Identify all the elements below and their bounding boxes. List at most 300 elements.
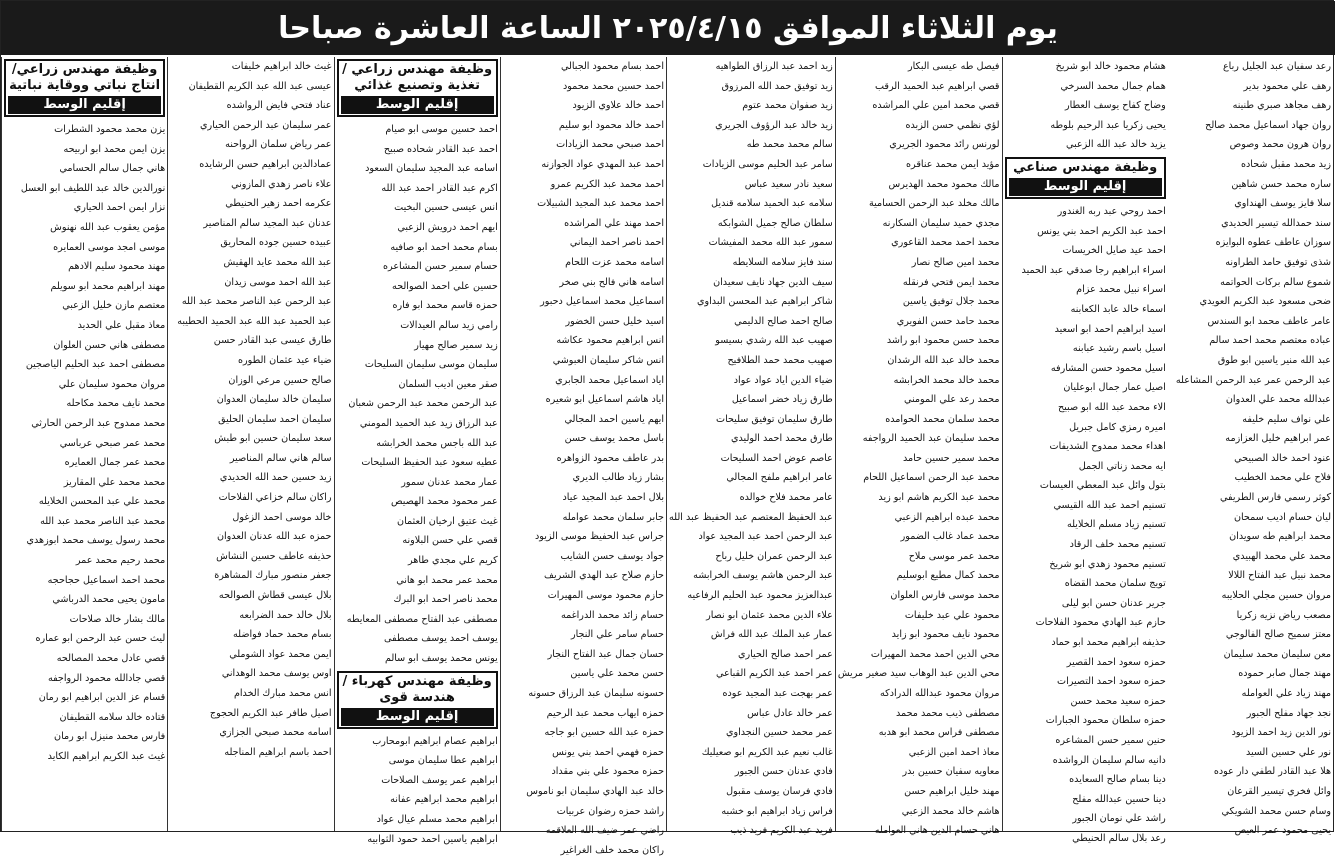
candidate-name: حازم عبد الهادي محمود الفلاحات (1035, 617, 1166, 629)
candidate-name: زيد خالد عبد الرؤوف الجريري (715, 119, 833, 131)
candidate-name: بلال عيسى قطاش الصوالحه (218, 590, 332, 602)
candidate-name: نزار ايمن احمد الحياري (73, 202, 166, 214)
candidate-name: راشد حمزه رضوان عربيات (556, 805, 664, 817)
candidate-name: دينا حسين عبدالله مفلح (1072, 793, 1166, 805)
candidate-name: حازم محمود موسى المهيرات (547, 590, 664, 602)
candidate-name: معاذ مقبل علي الحديد (77, 319, 166, 331)
candidate-name: اسماعيل محمد اسماعيل دحبور (540, 296, 664, 308)
candidate-name: محمد عمر جمال العمايره (64, 457, 166, 469)
candidate-name: محمد عبد الرحمن اسماعيل اللحام (863, 472, 1000, 484)
candidate-name: تسنيم زياد مسلم الخلايله (1066, 519, 1166, 531)
candidate-name: علاء الدين محمد عثمان ابو نصار (706, 609, 833, 621)
candidate-name: مهند محمود سليم الادهم (68, 261, 166, 273)
banner-title: يوم الثلاثاء الموافق ٢٠٢٥/٤/١٥ الساعة العاشرة صباحا (278, 10, 1058, 46)
candidate-name: عمر ابراهيم خليل العزازمه (1225, 433, 1332, 445)
candidate-name: لؤي نظمي حسن الزبده (905, 119, 1000, 131)
candidate-name: سند فايز سلامه السلايطه (732, 256, 833, 268)
candidate-name: محمود نايف محمود ابو زايد (891, 629, 1000, 641)
candidate-name: عبد الله احمد موسى زيدان (224, 276, 332, 288)
candidate-name: طارق سليمان توفيق سليحات (716, 413, 833, 425)
candidate-name: كوثر رسمي فارس الطريفي (1220, 492, 1332, 504)
candidate-name: محمد ممدوح عبد الرحمن الحارثي (31, 417, 166, 429)
candidate-name: شذى توفيق حامد الطراونه (1225, 256, 1332, 268)
candidate-name: انس شاكر سليمان العبوشي (552, 354, 664, 366)
candidate-name: محمد نايف محمد مكاحله (66, 398, 166, 410)
candidate-name: موسى امجد موسى العمايره (53, 241, 166, 253)
candidate-name: سعيد نادر سعيد عباس (744, 178, 833, 190)
candidate-name: اسامه هاني فالح بني صخر (559, 276, 664, 288)
candidate-name: اكرم عبد القادر احمد عبد الله (381, 182, 498, 194)
candidate-name: ضياء عيد عثمان الطوره (238, 354, 332, 366)
candidate-name: محمد عمر موسى ملاح (908, 550, 1000, 562)
candidate-name: سيف الدين جهاد نايف سعيدان (713, 276, 833, 288)
candidate-name: روان هرون محمد وصوص (1229, 139, 1332, 151)
candidate-name: جعفر منصور مبارك المشاهرة (214, 570, 332, 582)
candidate-name: احمد روحي عبد ربه الغندور (1057, 205, 1166, 217)
candidate-name: معن سليمان محمد سليمان (1223, 648, 1332, 660)
candidate-name: صهيب عبد الله رشدي بسيسو (715, 335, 833, 347)
candidate-name: غيث خالد ابراهيم خليفات (231, 61, 332, 72)
candidate-name: معتصم مازن خليل الزعبي (62, 300, 166, 312)
candidate-name: عاصم عوض احمد السليحات (720, 452, 833, 464)
candidate-name: هاني حسام الدين هاني العوامله (874, 825, 1000, 837)
candidate-name: عبد الرحمن محمد عبد الرحمن شعبان (348, 398, 498, 410)
candidate-name: دينا بسام صالح السعايده (1069, 774, 1166, 786)
candidate-name: محمد سليمان عبد الحميد الرواجفه (862, 433, 1000, 445)
candidate-name: حذيفه ابراهيم محمد ابو حماد (1051, 637, 1166, 649)
candidate-name: محي الدين عبد الوهاب سيد صغير مريش (837, 668, 1000, 680)
candidate-name: فريد عبد الكريم فريد ذيب (730, 825, 833, 837)
candidate-name: حمزه فهمي احمد بني يونس (552, 746, 664, 758)
candidate-name: راضي عمر ضيف الله العلاقمه (545, 825, 664, 837)
candidate-name: الاء محمد عبد الله ابو صبيح (1057, 401, 1166, 413)
candidate-name: عمر محمد حسين النجداوي (725, 727, 833, 739)
region-label: إقليم الوسط (1009, 178, 1162, 196)
candidate-name: معاويه سفيان حسين بدر (902, 766, 1000, 778)
candidate-name: بشار زياد طالب الديري (572, 472, 664, 484)
candidate-name: مهند جمال صابر حموده (1238, 668, 1332, 680)
candidate-name: بتول وائل عبد المعطي العيسات (1039, 480, 1166, 492)
candidate-name: عناد فتحي فايض الرواشده (226, 100, 332, 112)
candidate-name: زيد محمد مقبل شحاده (1241, 158, 1332, 170)
candidate-name: اسامه محمد عزت اللحام (565, 256, 664, 268)
candidate-name: سلا فايز يوسف الهنداوي (1234, 198, 1332, 210)
candidate-name: طارق عيسى عبد القادر حسن (213, 335, 332, 347)
candidate-name: عمر محمود محمد الهصيص (391, 496, 498, 508)
candidate-name: مروان محمود سليمان علي (58, 378, 166, 390)
candidate-name: حمزه ايهاب محمد عبد الرحيم (546, 707, 664, 719)
candidate-name: رهف علي محمود بدير (1243, 80, 1332, 92)
candidate-name: مصطفى ذيب محمد محمد (895, 707, 1000, 719)
candidate-name: محمد رعد علي المومني (904, 394, 1000, 406)
job-section-header (337, 59, 498, 117)
candidate-name: حمزه قاسم محمد ابو فاره (392, 300, 498, 312)
candidate-name: معاذ احمد امين الزعبي (908, 746, 1000, 758)
candidate-name: يحيى زكريا عبد الرحيم بلوطه (1050, 119, 1166, 131)
candidate-name: هاشم خالد محمد الزعبي (901, 805, 1000, 817)
candidate-name: احمد باسم ابراهيم المناجله (224, 746, 332, 758)
candidate-name: عمادالدين ابراهيم حسن الرشايده (199, 158, 332, 170)
job-section-header (4, 59, 165, 117)
candidate-name: محمد ايمن فتحي فرنقله (902, 276, 1000, 288)
candidate-name: همام جمال محمد السرخي (1060, 80, 1166, 92)
candidate-name: مامون يحيى محمد الدرباشي (52, 594, 166, 606)
candidate-name: سند حمدالله تيسير الحديدي (1221, 217, 1332, 229)
candidate-name: رامي زيد سالم العيدالات (400, 319, 498, 331)
candidate-name: زيد صفوان محمد عتوم (742, 100, 833, 112)
candidate-name: عكرمه احمد زهير الحنيطي (225, 198, 332, 210)
candidate-name: احمد مهند علي المراشده (564, 217, 664, 229)
candidate-name: سليمان موسى سليمان السليحات (364, 359, 498, 371)
candidate-name: انس عيسى حسين البخيت (394, 202, 498, 214)
candidate-name: ايمن محمد عواد الشوملي (229, 648, 332, 660)
candidate-name: حسونه سليمان عبد الرزاق حسونه (528, 688, 664, 699)
candidate-name: حسن محمد علي ياسين (570, 668, 664, 680)
candidate-name: مجدي حميد سليمان السكارنه (882, 217, 1000, 229)
candidate-name: اسراء نبيل محمد عزام (1076, 284, 1166, 296)
candidate-name: رعد سفيان عبد الجليل رباع (1222, 61, 1332, 72)
candidate-name: محمد حسن محمود ابو راشد (886, 335, 1000, 347)
candidate-name: صقر معين اديب السلمان (398, 378, 498, 390)
name-column-4 (500, 57, 666, 856)
candidate-name: محمد كمال مطيع ابوسليم (896, 570, 1000, 582)
candidate-name: محمد ناصر احمد ابو البرك (393, 594, 498, 606)
candidate-name: عبد الله منير ياسين ابو طوق (1217, 354, 1332, 366)
candidate-name: باسل محمد يوسف حسن (564, 433, 664, 445)
candidate-name: احمد حسين موسى ابو صيام (385, 124, 498, 135)
date-banner (1, 1, 1335, 55)
candidate-name: سلطان صالح جميل الشوابكه (717, 217, 833, 229)
candidate-name: احمد صبحي محمد الزيادات (556, 139, 664, 151)
candidate-name: محمد علي عبد المحسن الخلايله (38, 496, 166, 508)
candidate-name: هشام محمود خالد ابو شريخ (1055, 61, 1166, 72)
candidate-name: مصطفى هاني حسن العلوان (53, 339, 166, 351)
candidate-name: ابراهيم عمر يوسف الصلاحات (381, 774, 498, 786)
name-column-8 (1168, 57, 1333, 837)
candidate-name: قصي محمد امين علي المراشده (872, 100, 1000, 112)
candidate-name: حسام سامر علي النجار (570, 629, 664, 641)
candidate-name: زيد حسين حمد الله الحديدي (219, 472, 332, 484)
candidate-name: زيد سمير صالح مهيار (414, 339, 498, 351)
candidate-name: فراس زياد ابراهيم ابو خشبه (721, 805, 833, 817)
candidate-name: حمزه عبد الله حسين ابو جاجه (544, 727, 664, 739)
candidate-name: اوس يوسف محمد الوهداني (221, 668, 332, 680)
candidate-name: عمار محمد عدنان سمور (401, 476, 498, 488)
candidate-name: حمزه سعود احمد التصيرات (1057, 676, 1166, 688)
candidate-name: اسماء خالد عابد الكعابنه (1070, 303, 1166, 315)
candidate-name: بلال خالد حمد الضرابعه (239, 609, 332, 621)
candidate-name: احمد محمد عبد الكريم عمرو (550, 178, 664, 190)
name-column-1 (1, 57, 167, 831)
candidate-name: راشد علي نومان الجبور (1072, 813, 1166, 825)
candidate-name: خالد موسى احمد الزغول (232, 511, 332, 523)
candidate-name: اسراء ابراهيم رجا صدقي عبد الحميد (1021, 264, 1166, 276)
candidate-name: مروان حسين مجلي الحلايبه (1221, 590, 1332, 602)
candidate-name: مصطفى احمد عبد الحليم الياصجين (25, 359, 166, 371)
candidate-name: فارس محمد منيزل ابو رمان (54, 731, 166, 743)
candidate-name: غيث عتيق ارخيان العثمان (397, 515, 498, 527)
candidate-name: سلامه عبد الحميد سلامه قنديل (711, 198, 833, 210)
candidate-name: فلاح علي محمد الخطيب (1234, 472, 1332, 484)
candidate-name: ليان حسام اديب سمحان (1233, 511, 1332, 523)
candidate-name: عبد الله باجس محمد الخرابشه (376, 437, 498, 449)
candidate-name: تسنيم محمود زهدي ابو شريخ (1049, 558, 1166, 570)
candidate-name: محمد عبده ابراهيم الزعبي (894, 511, 1000, 523)
candidate-name: عمر خالد عادل عباس (747, 707, 833, 719)
candidate-name: انس ابراهيم محمود عكاشه (556, 335, 664, 347)
candidate-name: تسنيم احمد عبد الله القيسي (1053, 499, 1166, 511)
candidate-name: ابراهيم عصام ابراهيم ابومحارب (372, 735, 498, 747)
candidate-name: محمد عماد غالب الضمور (900, 531, 1000, 543)
candidate-name: زيد احمد عبد الرزاق الطواهيه (715, 61, 833, 72)
candidate-name: احمد عبد الكريم احمد بني يونس (1037, 225, 1166, 237)
candidate-name: احمد خالد محمود ابو سليم (558, 119, 664, 131)
name-column-5 (666, 57, 835, 837)
job-title: وظيفة مهندس صناعي (1013, 159, 1158, 175)
candidate-name: محمد امين صالح نصار (911, 256, 1000, 268)
candidate-name: محمد سمير حسين حامد (902, 452, 1000, 464)
candidate-name: محمود علي عبد خليفات (904, 609, 1000, 621)
candidate-name: زيد توفيق حمد الله المرزوق (721, 80, 833, 92)
candidate-name: عمر بهجت عبد المجيد عوده (722, 688, 833, 699)
candidate-name: عمر احمد صالح الحياري (737, 648, 833, 660)
candidate-name: قصي ابراهيم عبد الحميد الرقب (874, 80, 1000, 92)
candidate-name: بسام محمد حماد فواضله (233, 629, 332, 641)
candidate-name: عيسى عبد الله عبد الكريم القطيفان (188, 80, 332, 92)
candidate-name: احمد حسين محمد محمود (562, 80, 664, 92)
candidate-name: ابراهيم عطا سليمان موسى (388, 755, 498, 767)
candidate-name: عامر محمد فلاح خوالده (739, 492, 833, 504)
candidate-name: اياد هاشم اسماعيل ابو شعيره (545, 394, 664, 406)
candidate-name: قسام عز الدين ابراهيم ابو رمان (38, 692, 166, 704)
candidate-name: محمد ابراهيم طه سويدان (1229, 531, 1332, 543)
candidate-name: حمزه سعيد محمد حسن (1070, 695, 1166, 707)
candidate-name: قصي جادالله محمود الرواجفه (47, 672, 166, 684)
candidate-name: يحيى محمود عمر العيص (1234, 825, 1332, 837)
candidate-name: شموع سالم بركات الحواتمه (1220, 276, 1332, 288)
candidate-name: عبد الرحمن عمر عبد الرحمن المشاعله (1175, 374, 1332, 386)
candidate-name: ابراهيم ياسين احمد حمود الثوابيه (367, 833, 498, 845)
candidate-name: مصطفى فراس محمد ابو هدبه (878, 727, 1000, 739)
candidate-name: حسام سمير حسن المشاعره (383, 261, 498, 273)
candidate-name: حذيفه عاطف حسين النشاش (216, 550, 332, 562)
candidate-name: مالك بشار خالد صلاحات (69, 613, 166, 625)
candidate-name: نورالدين خالد عبد اللطيف ابو العسل (20, 182, 166, 194)
candidate-name: عبد الرحمن احمد عبد المجيد عواد (698, 531, 833, 543)
name-column-2 (167, 57, 333, 831)
candidate-name: عبد الرحمن عبد الناصر محمد عبد الله (181, 296, 332, 308)
candidate-name: يزن محمد محمود الشطرات (54, 124, 166, 135)
candidate-name: احمد ناصر احمد اليماني (569, 237, 664, 249)
candidate-name: راكان سالم خزاعي الفلاحات (218, 492, 332, 504)
candidate-name: بسام محمد احمد ابو صافيه (390, 241, 498, 253)
candidate-name: عبيده حسين جوده المحاريق (220, 237, 332, 249)
candidate-name: محمد موسى فارس العلوان (890, 590, 1000, 602)
candidate-name: ابراهيم محمد مسلم عيال عواد (376, 814, 498, 825)
candidate-name: مهند خليل ابراهيم حسن (904, 785, 1000, 797)
candidate-name: مؤمن يعقوب عبد الله نهنوش (50, 221, 166, 233)
candidate-name: لورنس رائد محمود الجريري (889, 139, 1000, 151)
candidate-name: طارق محمد احمد الوليدي (731, 433, 833, 445)
candidate-name: عبد الحميد عبد الله عبد الحميد الحطيبه (177, 315, 332, 327)
region-label: إقليم الوسط (341, 96, 494, 114)
candidate-name: محمد حامد حسن الفويري (896, 315, 1000, 327)
candidate-name: غيث عبد الكريم ابراهيم الكايد (47, 751, 166, 762)
candidate-name: عدنان عبد المجيد سالم المناصير (203, 217, 332, 229)
columns-container (1, 57, 1333, 856)
candidate-name: بدر عاطف محمود الزواهره (556, 452, 664, 464)
candidate-name: عامر عاطف محمد ابو السندس (1207, 315, 1332, 327)
candidate-name: رهف مجاهد صبري طنينه (1232, 100, 1332, 112)
candidate-name: احمد محمد عبد المجيد الشبيلات (537, 198, 664, 210)
candidate-name: ضحى مسعود عبد الكريم العويدي (1199, 296, 1332, 308)
candidate-name: قصي عادل محمد المصالحه (56, 653, 166, 665)
candidate-name: كريم علي مجدي طاهر (408, 555, 498, 567)
job-section-header-2 (337, 671, 498, 729)
candidate-name: اسيل محمود حسن المشارفه (1050, 362, 1166, 374)
candidate-name: عمر سليمان عبد الرحمن الحياري (200, 119, 332, 131)
candidate-name: اياد اسماعيل محمد الجابري (555, 374, 664, 386)
candidate-name: وسام حسن محمد الشويكي (1221, 805, 1332, 817)
candidate-name: حمزه سلطان محمود الجبارات (1045, 715, 1166, 727)
candidate-name: محمد خالد محمد الخرابشه (893, 374, 1000, 386)
candidate-name: دانيه سالم سليمان الرواشده (1052, 754, 1166, 766)
candidate-name: محمد عبد الناصر محمد عبد الله (40, 515, 166, 527)
candidate-name: رعد بلال سالم الحنيطي (1072, 832, 1166, 844)
candidate-name: عبد الله محمد عايد الهقيش (223, 256, 332, 268)
candidate-name: ابراهيم محمد ابراهيم عفانه (390, 794, 498, 806)
candidate-name: محمد جلال توفيق ياسين (902, 296, 1000, 308)
candidate-name: احمد عيد صايل الخريسات (1062, 245, 1166, 257)
candidate-name: عبد الرزاق زيد عبد الحميد المومني (359, 417, 498, 429)
candidate-name: مهند زياد علي العوامله (1241, 688, 1332, 699)
candidate-name: وضاح كفاح يوسف العطار (1064, 100, 1166, 112)
job-section-header (1005, 157, 1166, 199)
candidate-name: ليث حسن عبد الرحمن ابو عماره (35, 633, 166, 645)
candidate-name: راكان محمد خلف الغراغير (560, 844, 664, 856)
candidate-name: سمور عبد الله محمد المفيشات (708, 237, 833, 249)
candidate-name: غالب نعيم عبد الكريم ابو صعيليك (701, 746, 833, 758)
candidate-name: هاني جمال سالم الحسامي (59, 163, 166, 175)
candidate-name: حسام زائد محمد الدراغمه (560, 609, 664, 621)
candidate-name: محمد احمد اسماعيل حجاحجه (47, 574, 166, 586)
candidate-name: تسنيم محمد خلف الرقاد (1069, 539, 1166, 551)
candidate-name: يزن ايمن محمد ابو اربيحه (63, 143, 166, 155)
candidate-name: سليمان خالد سليمان العدوان (216, 394, 332, 406)
candidate-name: عمر احمد عبد الكريم القباعي (716, 668, 833, 680)
candidate-name: احمد بسام محمود الجبالي (560, 61, 664, 72)
candidate-name: محمد رحيم محمد عمر (75, 555, 166, 567)
candidate-name: يزيد خالد عبد الله الزعبي (1066, 139, 1166, 151)
candidate-name: مصطفى عبد الفتاح مصطفى المعايطه (346, 613, 498, 625)
candidate-name: فيصل طه عيسى البكار (908, 61, 1000, 72)
candidate-name: سليمان احمد سليمان الحليق (218, 413, 332, 425)
candidate-name: احمد خالد علاوي الزيود (572, 100, 664, 112)
candidate-name: حمزه عبد الله عدنان العدوان (216, 531, 332, 543)
candidate-name: علي نواف سليم خليفه (1242, 413, 1332, 425)
candidate-name: ضياء الدين اياد عواد عواد (733, 374, 833, 386)
candidate-name: يوسف احمد يوسف مصطفى (384, 633, 498, 645)
candidate-name: اسيد ابراهيم احمد ابو اسعيد (1054, 323, 1166, 335)
candidate-name: حسان جمال عبد الفتاح النجار (547, 648, 664, 660)
candidate-name: مالك مخلد عبد الرحمن الحسامية (868, 198, 1000, 210)
candidate-name: جابر سلمان محمد عوامله (562, 511, 664, 523)
candidate-name: ايه محمد زناتي الجمل (1078, 460, 1166, 472)
candidate-name: ساره محمد حسن شاهين (1231, 178, 1332, 190)
candidate-name: ايهم ياسين احمد المجالي (564, 413, 664, 425)
candidate-name: سعد سليمان حسين ابو طبش (214, 433, 332, 445)
candidate-name: اصيل طافر عبد الكريم الحجوج (209, 707, 332, 719)
candidate-name: هلا عبد القادر لطفي دار عوده (1213, 766, 1332, 778)
candidate-name: احمد عبد المهدي عواد الجوازنه (541, 158, 664, 170)
candidate-name: احمد عبد القادر شحاده صبيح (383, 143, 498, 155)
candidate-name: اهداء محمد ممدوح الشديفات (1049, 441, 1166, 453)
candidate-name: مهند ابراهيم محمد ابو سويلم (50, 280, 166, 292)
candidate-name: عبد الحفيظ المعتصم عبد الحفيظ عبد الله (669, 511, 833, 523)
candidate-name: معتز سميح صالح الفالوجي (1225, 629, 1332, 641)
candidate-name: حمزه سعود احمد القصير (1066, 656, 1166, 668)
candidate-name: عمار عبد الملك عبد الله فراش (710, 629, 833, 641)
candidate-name: جواد يوسف حسن الشايب (560, 550, 664, 562)
candidate-name: مصعب رياض نزيه زكريا (1236, 609, 1332, 621)
candidate-name: محمد محمد علي المقاريز (63, 476, 166, 488)
candidate-name: سالم هاني سالم المناصير (229, 452, 332, 464)
candidate-name: محمد رسول يوسف محمد ابوزهدي (26, 535, 166, 547)
candidate-name: سامر عبد الحليم موسى الزيادات (702, 158, 833, 170)
job-title: وظيفة مهندس زراعي / تغذية وتصنيع غذائي (342, 62, 493, 93)
candidate-name: حنين سمير حسن المشاعره (1055, 735, 1166, 746)
candidate-name: محمد نبيل عبد الفتاح اللالا (1228, 570, 1332, 582)
candidate-name: جرير عدنان حسن ابو ليلى (1061, 597, 1166, 609)
candidate-name: نور الدين زيد احمد الزيود (1231, 727, 1332, 739)
candidate-name: نور علي حسين السيد (1245, 746, 1332, 758)
candidate-name: محمد علي محمد الهبيدي (1232, 550, 1332, 562)
candidate-name: طارق زياد خضر اسماعيل (731, 394, 833, 406)
candidate-name: عبدالعزيز محمود عبد الحليم الرفاعيه (687, 590, 833, 602)
candidate-name: يونس محمد يوسف ابو سالم (384, 653, 498, 665)
candidate-name: عباده معتصم محمد احمد سالم (1209, 335, 1332, 347)
candidate-name: انس محمد مبارك الخدام (233, 688, 332, 699)
candidate-name: عبد الرحمن عمران خليل رباح (715, 550, 833, 562)
candidate-name: جراس عبد الحفيظ موسى الزيود (534, 531, 664, 543)
candidate-name: ايهم احمد درويش الزعبي (397, 221, 498, 233)
candidate-name: محمد سلمان محمد الحوامده (885, 413, 1000, 425)
candidate-name: اسيد خليل حسن الخضور (565, 315, 664, 327)
candidate-name: حازم صلاح عبد الهدي الشريف (544, 570, 664, 582)
candidate-name: عبد الرحمن هاشم يوسف الخرابشه (693, 570, 833, 582)
candidate-name: عمر رياض سلمان الرواحنه (225, 139, 332, 151)
candidate-name: عامر ابراهيم ملفح المجالي (726, 472, 833, 484)
candidate-name: صالح احمد صالح الدليمي (734, 315, 833, 327)
candidate-name: وائل فخري تيسير القرعان (1227, 785, 1332, 797)
name-column-6 (835, 57, 1002, 837)
candidate-name: سالم محمد محمد طه (746, 139, 833, 151)
name-column-7 (1002, 57, 1168, 844)
candidate-name: فادي فرسان يوسف مقبول (726, 785, 833, 797)
candidate-name: شاكر ابراهيم عبد المحسن البداوي (696, 296, 833, 308)
candidate-name: اميره رمزي كامل جبريل (1069, 421, 1166, 433)
candidate-name: قتاده خالد سلامه القطيفان (59, 711, 166, 723)
candidate-name: محمد عمر محمد ابو هاني (396, 574, 498, 586)
candidate-name: محمد عمر صبحي عرباسي (59, 437, 166, 449)
candidate-name: عطيه سعود عبد الحفيظ السليحات (361, 457, 498, 469)
candidate-name: صالح حسين مرعي الوزان (228, 374, 332, 386)
candidate-name: اسامه محمد صبحي الجزازي (219, 727, 332, 739)
candidate-name: مروان محمود عبدالله الدرادكه (880, 688, 1000, 699)
candidate-name: فادي عدنان حسن الجبور (734, 766, 833, 778)
candidate-name: حسين علي احمد الصوالحه (392, 280, 498, 292)
candidate-name: خالد عبد الهادي سليمان ابو ناموس (526, 785, 664, 797)
